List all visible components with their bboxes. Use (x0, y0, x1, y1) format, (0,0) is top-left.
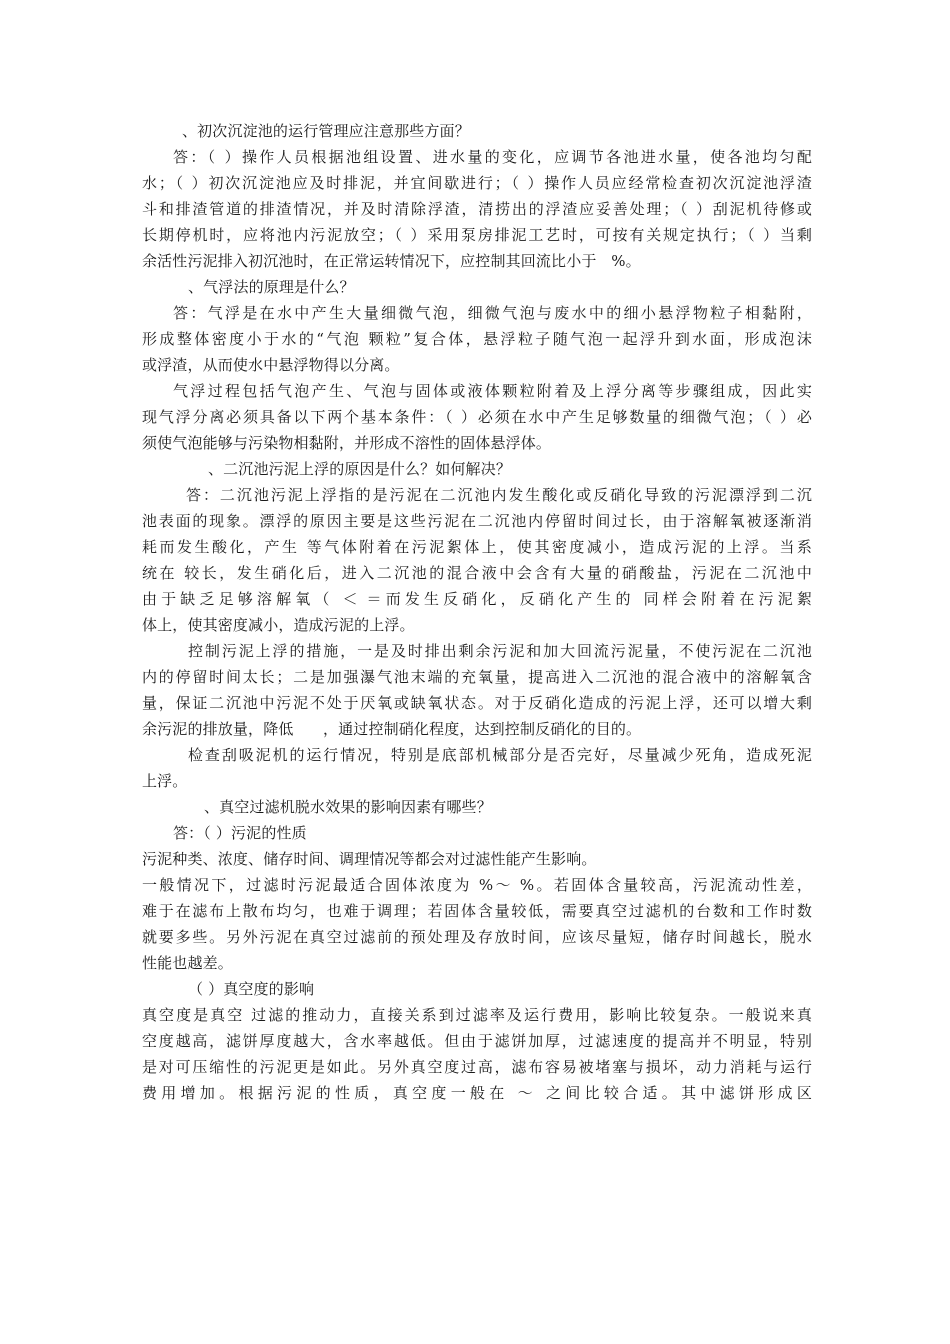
answer-4-subheading: （ ）真空度的影响 (188, 980, 315, 998)
answer-4-line: 难于在滤布上散布均匀，也难于调理；若固体含量较低，需要真空过滤机的台数和工作时数 (142, 902, 812, 920)
answer-3-line: 答：二沉池污泥上浮指的是污泥在二沉池内发生酸化或反硝化导致的污泥漂浮到二沉 (186, 486, 812, 504)
answer-1-line: 长期停机时，应将池内污泥放空；（ ）采用泵房排泥工艺时，可按有关规定执行；（ ）当剩 (142, 226, 812, 244)
answer-3-line: 耗而发生酸化，产生 等气体附着在污泥絮体上，使其密度减小，造成污泥的上浮。当系 (142, 538, 812, 556)
answer-2-line: 须使气泡能够与污染物相黏附，并形成不溶性的固体悬浮体。 (142, 434, 552, 452)
answer-3-line: 由于缺乏足够溶解氧（ ＜ ＝而发生反硝化，反硝化产生的 同样会附着在污泥絮 (142, 590, 812, 608)
answer-2-line: 现气浮分离必须具备以下两个基本条件：（ ）必须在水中产生足够数量的细微气泡；（ ）必 (142, 408, 812, 426)
question-1-heading: 、初次沉淀池的运行管理应注意那些方面？ (182, 122, 470, 140)
answer-4-line: 真空度是真空 过滤的推动力，直接关系到过滤率及运行费用，影响比较复杂。一般说来真 (142, 1006, 812, 1024)
answer-3-line: 池表面的现象。漂浮的原因主要是这些污泥在二沉池内停留时间过长，由于溶解氧被逐渐消 (142, 512, 812, 530)
question-4-heading: 、真空过滤机脱水效果的影响因素有哪些？ (204, 798, 492, 816)
answer-4-line: 就要多些。另外污泥在真空过滤前的预处理及存放时间，应该尽量短，储存时间越长，脱水 (142, 928, 812, 946)
answer-1-line: 余活性污泥排入初沉池时，在正常运转情况下，应控制其回流比小于 %。 (142, 252, 641, 270)
answer-1-line: 水；（ ）初次沉淀池应及时排泥，并宜间歇进行；（ ）操作人员应经常检查初次沉淀池浮渣 (142, 174, 812, 192)
answer-1-line: 斗和排渣管道的排渣情况，并及时清除浮渣，清捞出的浮渣应妥善处理；（ ）刮泥机待修或 (142, 200, 812, 218)
answer-3-line: 控制污泥上浮的措施，一是及时排出剩余污泥和加大回流污泥量，不使污泥在二沉池 (188, 642, 812, 660)
answer-2-line: 或浮渣，从而使水中悬浮物得以分离。 (142, 356, 400, 374)
answer-4-line: 是对可压缩性的污泥更是如此。另外真空度过高，滤布容易被堵塞与损坏，动力消耗与运行 (142, 1058, 812, 1076)
answer-4-line: 空度越高，滤饼厚度越大，含水率越低。但由于滤饼加厚，过滤速度的提高并不明显，特别 (142, 1032, 812, 1050)
answer-4-line: 费用增加。根据污泥的性质，真空度一般在 ～ 之间比较合适。其中滤饼形成区 (142, 1084, 812, 1102)
answer-4-line: 性能也越差。 (142, 954, 233, 972)
answer-3-line: 量，保证二沉池中污泥不处于厌氧或缺氧状态。对于反硝化造成的污泥上浮，还可以增大剩 (142, 694, 812, 712)
answer-3-line: 体上，使其密度减小，造成污泥的上浮。 (142, 616, 415, 634)
answer-3-line: 上浮。 (142, 772, 188, 790)
answer-2-line: 形成整体密度小于水的“气泡 颗粒”复合体，悬浮粒子随气泡一起浮升到水面，形成泡沫 (142, 330, 812, 348)
answer-3-line: 内的停留时间太长；二是加强瀑气池末端的充氧量，提高进入二沉池的混合液中的溶解氧含 (142, 668, 812, 686)
answer-4-line: 答：（ ）污泥的性质 (173, 824, 307, 842)
answer-3-line: 检查刮吸泥机的运行情况，特别是底部机械部分是否完好，尽量减少死角，造成死泥 (188, 746, 812, 764)
answer-2-line: 答：气浮是在水中产生大量细微气泡，细微气泡与废水中的细小悬浮物粒子相黏附， (173, 304, 812, 322)
answer-3-line: 余污泥的排放量，降低 ，通过控制硝化程度，达到控制反硝化的目的。 (142, 720, 642, 738)
answer-4-line: 污泥种类、浓度、储存时间、调理情况等都会对过滤性能产生影响。 (142, 850, 597, 868)
question-3-heading: 、二沉池污泥上浮的原因是什么？如何解决？ (208, 460, 512, 478)
question-2-heading: 、气浮法的原理是什么？ (188, 278, 355, 296)
answer-4-line: 一般情况下，过滤时污泥最适合固体浓度为 %～ %。若固体含量较高，污泥流动性差， (142, 876, 812, 894)
answer-2-line: 气浮过程包括气泡产生、气泡与固体或液体颗粒附着及上浮分离等步骤组成，因此实 (173, 382, 812, 400)
document-page (142, 118, 812, 1106)
answer-1-line: 答：（ ）操作人员根据池组设置、进水量的变化，应调节各池进水量，使各池均匀配 (173, 148, 812, 166)
answer-3-line: 统在 较长，发生硝化后，进入二沉池的混合液中会含有大量的硝酸盐，污泥在二沉池中 (142, 564, 812, 582)
